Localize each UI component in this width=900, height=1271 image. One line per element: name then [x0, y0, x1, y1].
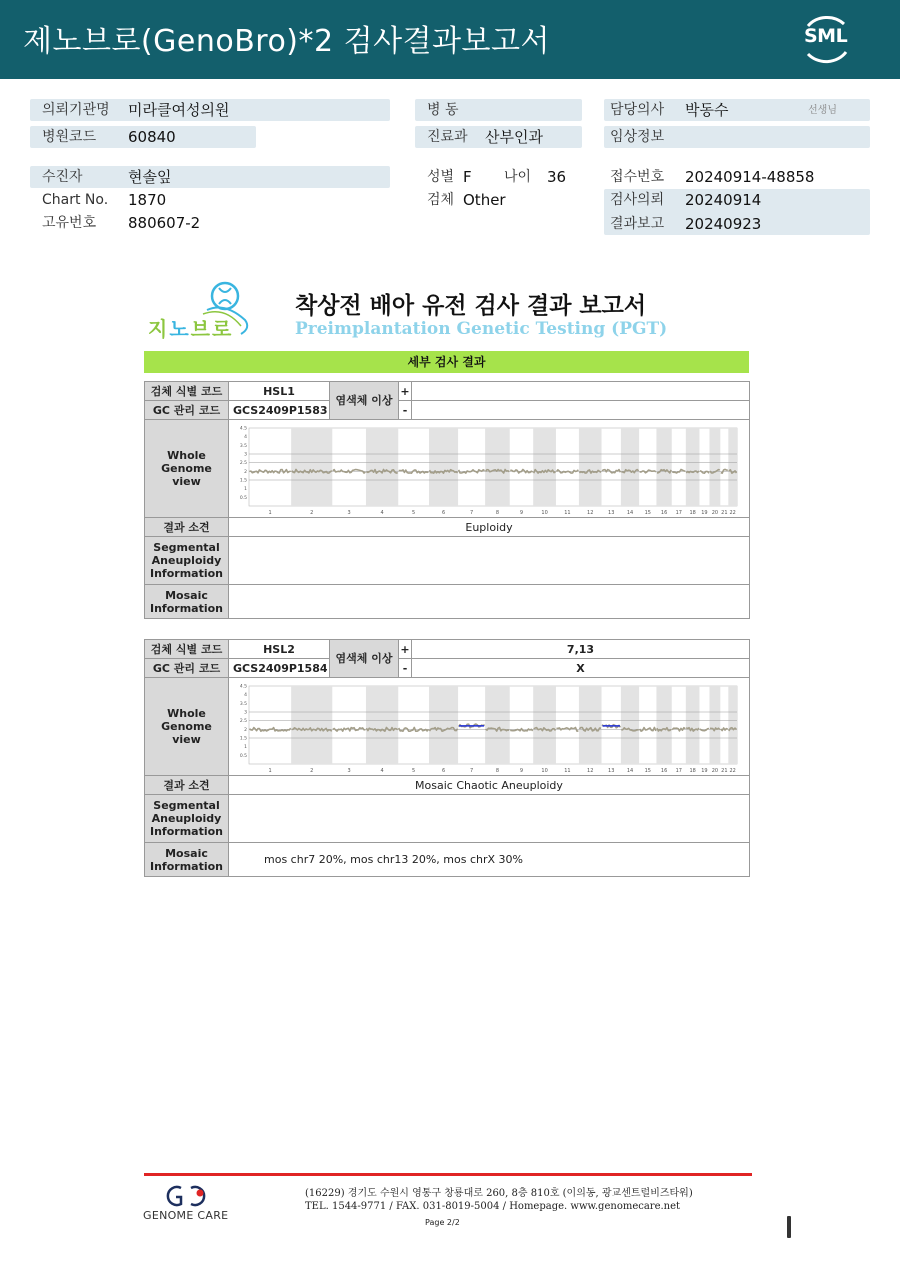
- institution-label: 의뢰기관명: [42, 102, 110, 118]
- pgt-title: 착상전 배아 유전 검사 결과 보고서: [295, 293, 647, 319]
- y-tick-label: 1.5: [239, 736, 247, 741]
- result-label: 결과 소견: [145, 776, 229, 795]
- chromosome-band: [686, 428, 700, 506]
- request-value: 20240914: [685, 191, 762, 209]
- x-tick-label: 8: [495, 509, 500, 516]
- chromosome-band: [366, 428, 398, 506]
- x-tick-label: 14: [626, 767, 634, 774]
- x-tick-label: 5: [412, 767, 416, 774]
- y-tick-label: 4.5: [239, 426, 247, 431]
- report-title: 제노브로(GenoBro)*2 검사결과보고서: [23, 24, 550, 59]
- report-date-label: 결과보고: [610, 216, 665, 232]
- chromosome-band: [485, 686, 510, 764]
- chromosome-band: [728, 686, 737, 764]
- edge-mark: [787, 1216, 791, 1238]
- chromosome-band: [728, 428, 737, 506]
- clinical-label: 임상정보: [610, 129, 665, 145]
- footer-divider: [144, 1173, 752, 1176]
- y-tick-label: 3.5: [239, 701, 247, 707]
- chromosome-band: [621, 428, 639, 506]
- x-tick-label: 20: [711, 767, 719, 774]
- section-heading: 세부 검사 결과: [144, 351, 749, 373]
- loss-value: X: [412, 659, 750, 678]
- x-tick-label: 2: [310, 509, 314, 516]
- segmental-label: Segmental Aneuploidy Information: [145, 537, 229, 585]
- x-tick-label: 6: [441, 509, 446, 516]
- x-tick-label: 21: [721, 767, 728, 774]
- x-tick-label: 10: [541, 509, 548, 516]
- patient-label: 수진자: [42, 169, 83, 185]
- patient-value: 현솔잎: [128, 168, 172, 186]
- y-tick-label: 0.5: [239, 495, 247, 501]
- hospital-code-label: 병원코드: [42, 129, 97, 145]
- sample-code-value: HSL1: [229, 382, 330, 401]
- x-tick-label: 15: [644, 509, 651, 516]
- gc-code-value: GCS2409P1583: [229, 401, 330, 420]
- mosaic-label: Mosaic Information: [145, 585, 229, 619]
- y-tick-label: 3.5: [239, 443, 247, 449]
- department-label: 진료과: [427, 129, 468, 145]
- doctor-suffix: 선생님: [808, 105, 837, 116]
- x-tick-label: 17: [675, 767, 682, 774]
- chromosome-band: [656, 686, 671, 764]
- ward-label: 병 동: [427, 102, 459, 118]
- x-tick-label: 8: [495, 767, 500, 774]
- x-tick-label: 16: [660, 767, 668, 774]
- whole-genome-chart-1: [235, 424, 743, 516]
- age-label: 나이: [504, 169, 532, 185]
- y-tick-label: 3: [244, 710, 247, 715]
- gain-value: 7,13: [412, 640, 750, 659]
- y-tick-label: 1: [244, 744, 247, 750]
- genome-care-logo-icon: [165, 1184, 207, 1208]
- x-tick-label: 2: [310, 767, 314, 774]
- result-value: Mosaic Chaotic Aneuploidy: [229, 776, 750, 795]
- institution-value: 미라클여성의원: [128, 101, 230, 119]
- x-tick-label: 15: [644, 767, 651, 774]
- x-tick-label: 12: [587, 509, 594, 516]
- y-tick-label: 2.5: [239, 718, 247, 724]
- genome-care-name: GENOME CARE: [143, 1209, 229, 1222]
- gc-code-label: GC 관리 코드: [145, 659, 229, 678]
- gc-code-value: GCS2409P1584: [229, 659, 330, 678]
- sample-code-value: HSL2: [229, 640, 330, 659]
- unique-id-label: 고유번호: [42, 215, 97, 231]
- y-tick-label: 4.5: [239, 684, 247, 689]
- chromosome-band: [579, 428, 602, 506]
- sample-code-label: 검체 식별 코드: [145, 382, 229, 401]
- y-tick-label: 1.5: [239, 478, 247, 483]
- chart-no-label: Chart No.: [42, 192, 109, 208]
- x-tick-label: 6: [441, 767, 446, 774]
- x-tick-label: 10: [541, 767, 548, 774]
- mosaic-value: mos chr7 20%, mos chr13 20%, mos chrX 30%: [229, 843, 750, 877]
- segmental-label: Segmental Aneuploidy Information: [145, 795, 229, 843]
- plus-sign: +: [399, 382, 412, 401]
- x-tick-label: 5: [412, 509, 416, 516]
- x-tick-label: 18: [689, 767, 696, 774]
- chromosome-band: [429, 428, 458, 506]
- x-tick-label: 4: [380, 509, 384, 516]
- pgt-subtitle: Preimplantation Genetic Testing (PGT): [295, 319, 668, 339]
- x-tick-label: 13: [608, 767, 615, 774]
- segmental-value: [229, 795, 750, 843]
- loss-value: [412, 401, 750, 420]
- whole-genome-cell: [229, 678, 750, 776]
- x-tick-label: 19: [701, 767, 708, 774]
- chromosome-band: [656, 428, 671, 506]
- chromosome-band: [621, 686, 639, 764]
- genobro-wordmark: 지노브로: [148, 317, 234, 341]
- whole-genome-label: Whole Genome view: [145, 420, 229, 518]
- segmental-value: [229, 537, 750, 585]
- sml-logo-text: SML: [804, 25, 848, 47]
- x-tick-label: 21: [721, 509, 728, 516]
- mosaic-value: [229, 585, 750, 619]
- age-value: 36: [547, 168, 567, 186]
- x-tick-label: 16: [660, 509, 668, 516]
- doctor-value: 박동수: [685, 101, 729, 119]
- chromosome-band: [366, 686, 398, 764]
- whole-genome-cell: [229, 420, 750, 518]
- y-tick-label: 2: [244, 469, 247, 475]
- x-tick-label: 3: [347, 767, 351, 774]
- department-value: 산부인과: [485, 128, 543, 146]
- mosaic-label: Mosaic Information: [145, 843, 229, 877]
- plus-sign: +: [399, 640, 412, 659]
- result-label: 결과 소견: [145, 518, 229, 537]
- chromosome-band: [709, 428, 720, 506]
- x-tick-label: 11: [564, 767, 571, 774]
- x-tick-label: 4: [380, 767, 384, 774]
- gc-code-label: GC 관리 코드: [145, 401, 229, 420]
- sample-code-label: 검체 식별 코드: [145, 640, 229, 659]
- sample-table-1: [144, 381, 750, 619]
- sex-label: 성별: [427, 169, 455, 185]
- chromosome-band: [291, 428, 332, 506]
- x-tick-label: 22: [729, 509, 736, 516]
- sex-value: F: [463, 168, 472, 186]
- hospital-code-value: 60840: [128, 128, 176, 146]
- y-tick-label: 4: [244, 434, 247, 440]
- y-tick-label: 2: [244, 727, 247, 733]
- x-tick-label: 9: [519, 767, 524, 774]
- y-tick-label: 3: [244, 452, 247, 457]
- y-tick-label: 1: [244, 486, 247, 492]
- unique-id-value: 880607-2: [128, 214, 201, 232]
- result-value: Euploidy: [229, 518, 750, 537]
- chromosome-band: [533, 428, 556, 506]
- x-tick-label: 3: [347, 509, 351, 516]
- x-tick-label: 19: [701, 509, 708, 516]
- page-number: Page 2/2: [425, 1218, 460, 1227]
- sample-table-2: [144, 639, 750, 877]
- x-tick-label: 17: [675, 509, 682, 516]
- x-tick-label: 7: [469, 767, 474, 774]
- x-tick-label: 14: [626, 509, 634, 516]
- doctor-label: 담당의사: [610, 102, 665, 118]
- y-tick-label: 2.5: [239, 460, 247, 466]
- specimen-value: Other: [463, 191, 506, 209]
- y-tick-label: 4: [244, 692, 247, 698]
- chromosome-band: [686, 686, 700, 764]
- x-tick-label: 11: [564, 509, 571, 516]
- x-tick-label: 9: [519, 509, 524, 516]
- x-tick-label: 1: [268, 509, 272, 516]
- chromosome-band: [291, 686, 332, 764]
- gain-value: [412, 382, 750, 401]
- specimen-label: 검체: [427, 192, 455, 208]
- x-tick-label: 13: [608, 509, 615, 516]
- report-date-value: 20240923: [685, 215, 762, 233]
- x-tick-label: 18: [689, 509, 696, 516]
- y-tick-label: 0.5: [239, 753, 247, 759]
- chrom-abnormality-label: 염색체 이상: [330, 640, 399, 678]
- chrom-abnormality-label: 염색체 이상: [330, 382, 399, 420]
- report-header-bar: [0, 0, 900, 79]
- whole-genome-label: Whole Genome view: [145, 678, 229, 776]
- x-tick-label: 12: [587, 767, 594, 774]
- patient-row: [30, 166, 390, 188]
- minus-sign: -: [399, 659, 412, 678]
- whole-genome-chart-2: [235, 682, 743, 774]
- chromosome-band: [533, 686, 556, 764]
- chromosome-band: [429, 686, 458, 764]
- receipt-value: 20240914-48858: [685, 168, 815, 186]
- minus-sign: -: [399, 401, 412, 420]
- chromosome-band: [709, 686, 720, 764]
- x-tick-label: 1: [268, 767, 272, 774]
- x-tick-label: 20: [711, 509, 719, 516]
- footer-address: [305, 1187, 693, 1213]
- contact-line: TEL. 1544-9771 / FAX. 031-8019-5004 / Homepage. www.genomecare.net: [305, 1201, 681, 1212]
- receipt-label: 접수번호: [610, 169, 665, 185]
- address-line: (16229) 경기도 수원시 영통구 창룡대로 260, 8층 810호 (이의동, 광교센트럴비즈타워): [305, 1188, 693, 1199]
- x-tick-label: 22: [729, 767, 736, 774]
- request-label: 검사의뢰: [610, 192, 665, 208]
- chart-no-value: 1870: [128, 191, 167, 209]
- chromosome-band: [579, 686, 602, 764]
- x-tick-label: 7: [469, 509, 474, 516]
- chromosome-band: [485, 428, 510, 506]
